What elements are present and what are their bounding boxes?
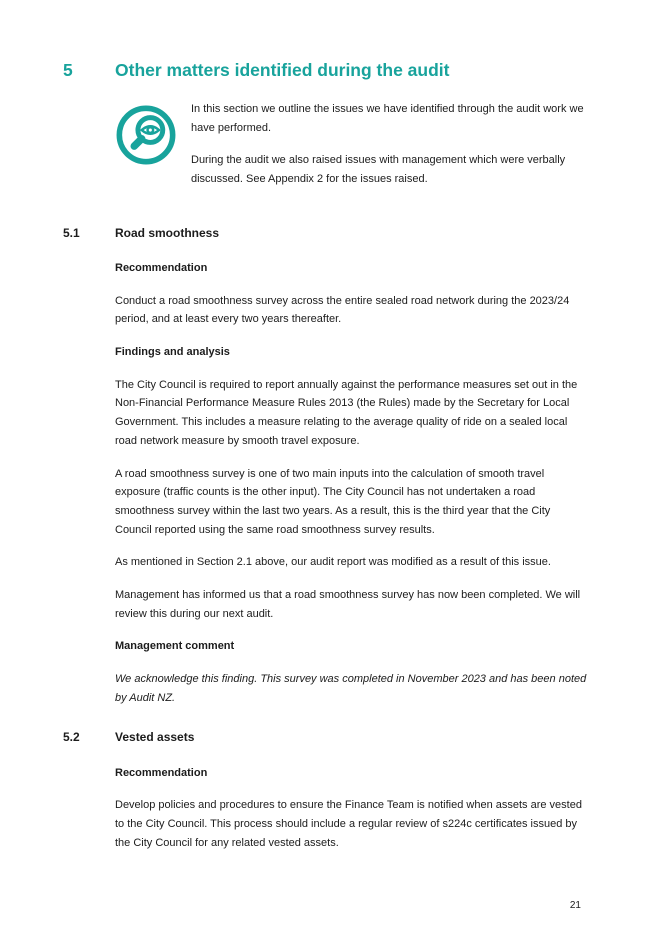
management-comment-paragraph: We acknowledge this finding. This survey was completed in November 2023 and has been noted by Audit NZ.: [115, 673, 587, 704]
chapter-heading: [63, 60, 585, 82]
page-number: 21: [569, 900, 581, 911]
magnifier-eye-icon: [115, 102, 177, 168]
paragraph: Conduct a road smoothness survey across the entire sealed road network during the 2023/24 period, and at least every two years thereafter.: [115, 294, 570, 326]
chapter-title: Other matters identified during the audit: [115, 60, 450, 80]
paragraph: Management has informed us that a road smoothness survey has now been completed. We will review this during our next audit.: [115, 588, 581, 620]
section-number: 5.1: [63, 225, 80, 240]
section-body: [115, 764, 587, 853]
paragraph: A road smoothness survey is one of two main inputs into the calculation of smooth travel exposure (traffic counts is the other input). The City Council has not undertaken a road smoothness survey within the last two years. As a result, this is the third year that the City Council reported using the same road smoothness survey results.: [115, 467, 551, 536]
section-body: [115, 259, 587, 707]
chapter-number: 5: [63, 60, 73, 80]
subheading-recommendation: Recommendation: [115, 766, 208, 779]
section-heading: [63, 223, 585, 243]
section-title: Road smoothness: [115, 225, 220, 240]
section-heading: [63, 727, 585, 747]
section-number: 5.2: [63, 730, 80, 745]
section-title: Vested assets: [115, 730, 195, 745]
paragraph: Develop policies and procedures to ensure the Finance Team is notified when assets are vested to the City Council. This process should include a regular review of s224c certificates issued by the City Council for any related vested assets.: [115, 799, 582, 849]
intro-section: [115, 100, 585, 203]
subheading-management-comment: Management comment: [115, 640, 235, 653]
section-vested-assets: [63, 727, 585, 852]
subheading-recommendation: Recommendation: [115, 262, 208, 275]
paragraph: The City Council is required to report annually against the performance measures set out in the Non-Financial Performance Measure Rules 2013 (the Rules) made by the Secretary for Local Government. This includes a measure relating to the average quality of ride on a sealed local road network measure by smooth travel exposure.: [115, 378, 578, 447]
subheading-findings: Findings and analysis: [115, 346, 230, 359]
intro-paragraph: In this section we outline the issues we have identified through the audit work we have performed.: [191, 102, 584, 134]
intro-text: [191, 100, 585, 203]
intro-paragraph: During the audit we also raised issues with management which were verbally discussed. See Appendix 2 for the issues raised.: [191, 154, 566, 185]
section-road-smoothness: [63, 223, 585, 708]
paragraph: As mentioned in Section 2.1 above, our audit report was modified as a result of this issue.: [115, 556, 551, 569]
